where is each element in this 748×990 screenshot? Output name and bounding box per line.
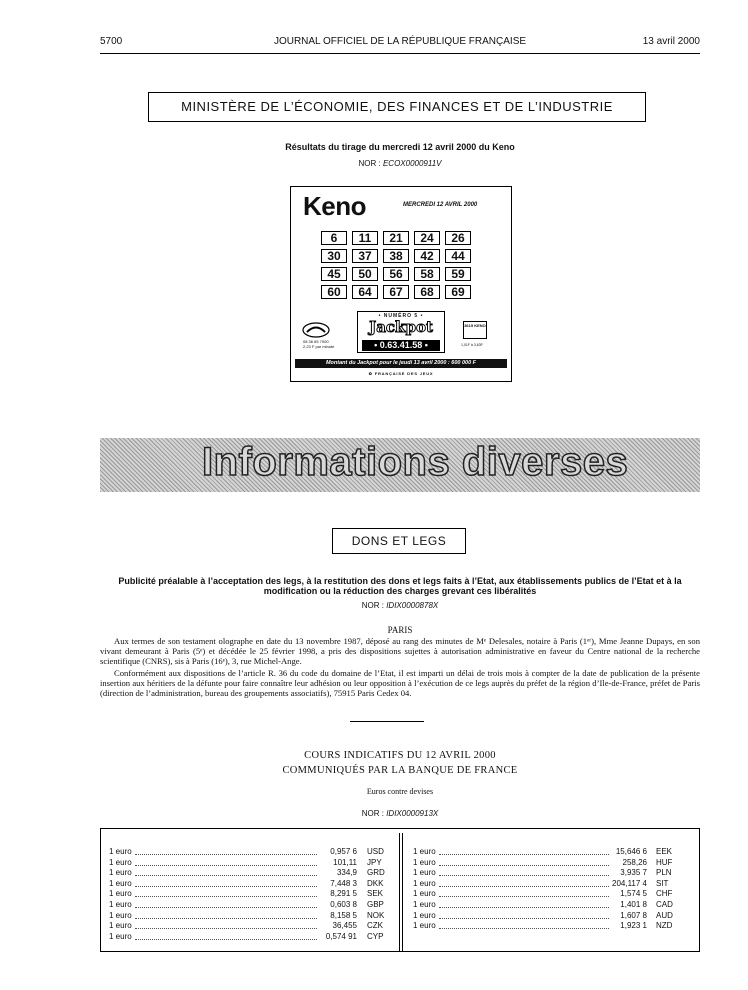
currency-code: CAD	[656, 899, 673, 909]
jackpot-number: • 0.63.41.58 •	[362, 340, 440, 351]
rate-label: 1 euro	[109, 868, 132, 878]
keno-number: 42	[414, 249, 440, 263]
rate-value: 258,26	[622, 857, 647, 867]
leader-dots	[135, 896, 317, 897]
leader-dots	[439, 896, 609, 897]
jackpot-box	[357, 311, 445, 353]
leader-dots	[135, 939, 317, 940]
currency-code: HUF	[656, 857, 673, 867]
rate-row	[413, 858, 695, 869]
phone-block	[299, 319, 335, 351]
leader-dots	[135, 907, 317, 908]
rate-label: 1 euro	[109, 899, 132, 909]
currency-code: AUD	[656, 910, 673, 920]
section-banner-title: Informations diverses	[202, 440, 629, 484]
nor-label: NOR :	[361, 601, 384, 610]
rate-label: 1 euro	[413, 857, 436, 867]
currency-code: SIT	[656, 878, 669, 888]
rate-row	[413, 900, 695, 911]
leader-dots	[439, 854, 609, 855]
journal-title: JOURNAL OFFICIEL DE LA RÉPUBLIQUE FRANÇAISE	[273, 36, 527, 47]
leader-dots	[135, 928, 317, 929]
rate-value: 1,401 8	[620, 899, 647, 909]
rate-row	[109, 921, 399, 932]
currency-code: NZD	[656, 921, 673, 931]
rate-value: 0,574 91	[325, 931, 357, 941]
keno-nor	[150, 159, 650, 168]
cours-title-line2: COMMUNIQUÉS PAR LA BANQUE DE FRANCE	[282, 765, 518, 776]
rate-label: 1 euro	[413, 878, 436, 888]
rate-value: 1,923 1	[620, 921, 647, 931]
leader-dots	[135, 918, 317, 919]
minitel-rate: 1,01F à 3,63F	[461, 343, 483, 347]
rate-row	[413, 921, 695, 932]
rate-label: 1 euro	[413, 847, 436, 856]
paragraph-dispositions: Conformément aux dispositions de l’article R. 36 du code du domaine de l’Etat, il est imparti un délai de trois mois à compter de la date de publication de la présente insertion aux héritiers de la défunte pour faire connaître leur adhésion ou leur opposition à l’exécution de ce legs auprès du préfet de la région d’Ile-de-France, préfet de Paris (direction de l’administration, bureau des groupements associatifs), 75915 Paris Cedex 04.	[100, 668, 700, 698]
currency-code: CYP	[367, 931, 384, 941]
paragraph-testament: Aux termes de son testament olographe en date du 13 novembre 1987, déposé au rang des minutes de Mᵉ Delesales, notaire à Paris (1ᵉʳ), Mme Jeanne Dupays, en son vivant demeurant à Paris (5ᵉ) et décédée le 25 février 1998, a pris des dispositions sujettes à autorisation administrative en faveur du Centre national de la recherche scientifique (CNRS), sis à Paris (16ᵉ), 3, rue Michel-Ange.	[100, 636, 700, 666]
keno-number: 21	[383, 231, 409, 245]
minitel-text: 3615 KENO	[464, 323, 486, 328]
dons-legs-heading: DONS ET LEGS	[332, 528, 466, 554]
page-header	[100, 36, 700, 52]
rate-label: 1 euro	[109, 847, 132, 856]
keno-number: 58	[414, 267, 440, 281]
rate-value: 36,455	[332, 921, 357, 931]
leader-dots	[135, 854, 317, 855]
rate-value: 334,9	[336, 868, 357, 878]
rate-label: 1 euro	[109, 857, 132, 867]
city-heading: PARIS	[387, 625, 413, 635]
keno-number: 56	[383, 267, 409, 281]
rate-value: 204,117 4	[612, 878, 647, 888]
currency-code: GBP	[367, 899, 384, 909]
rate-label: 1 euro	[109, 910, 132, 920]
keno-number: 26	[445, 231, 471, 245]
rate-value: 15,646 6	[615, 847, 647, 856]
ticket-date: MERCREDI 12 AVRIL 2000	[403, 202, 478, 208]
rate-value: 8,291 5	[330, 889, 357, 899]
rate-row	[413, 889, 695, 900]
separator-rule	[350, 721, 424, 722]
keno-number: 50	[352, 267, 378, 281]
fdj-brand: ✿ FRANÇAISE DES JEUX	[368, 371, 434, 376]
rate-row	[109, 868, 399, 879]
nor-code: ECOX0000911V	[382, 159, 442, 168]
keno-logo: Keno	[303, 191, 366, 221]
nor-code: IDIX0000878X	[386, 601, 439, 610]
page-number: 5700	[100, 36, 123, 47]
keno-number: 69	[445, 285, 471, 299]
keno-number: 24	[414, 231, 440, 245]
keno-number: 6	[321, 231, 347, 245]
keno-number: 68	[414, 285, 440, 299]
nor-label: NOR :	[361, 809, 384, 818]
jackpot-label: Jackpot	[369, 318, 433, 336]
leader-dots	[135, 886, 317, 887]
rate-value: 0,957 6	[330, 847, 357, 856]
rate-row	[109, 932, 399, 943]
rate-row	[413, 879, 695, 890]
currency-code: PLN	[656, 868, 672, 878]
phone-rate: 2,23 F par minute	[303, 344, 335, 349]
rate-value: 101,11	[333, 857, 357, 867]
phone-number: 08 36 65 7000	[303, 339, 329, 344]
rate-label: 1 euro	[109, 931, 132, 941]
currency-code: NOK	[367, 910, 385, 920]
dons-title: Publicité préalable à l’acceptation des legs, à la restitution des dons et legs faits à l’Etat, aux établissements publics de l’Etat et à la modification ou la réduction des charges grevant ces libéralités	[118, 576, 682, 596]
leader-dots	[439, 928, 609, 929]
rate-label: 1 euro	[413, 899, 436, 909]
minitel-block	[459, 319, 497, 351]
numero-label: • NUMÉRO 5 •	[378, 313, 424, 319]
rate-row	[109, 847, 399, 858]
leader-dots	[439, 865, 609, 866]
leader-dots	[135, 865, 317, 866]
leader-dots	[439, 907, 609, 908]
rate-value: 0,603 8	[330, 899, 357, 909]
currency-code: GRD	[367, 868, 385, 878]
rate-value: 7,448 3	[330, 878, 357, 888]
currency-code: USD	[367, 847, 384, 856]
keno-number: 60	[321, 285, 347, 299]
exchange-rates-table	[100, 828, 700, 952]
rate-row	[109, 879, 399, 890]
rate-label: 1 euro	[109, 878, 132, 888]
header-rule	[100, 53, 700, 54]
phone-icon	[301, 321, 331, 339]
keno-number: 44	[445, 249, 471, 263]
cours-nor	[150, 809, 650, 818]
rate-row	[413, 911, 695, 922]
keno-number: 38	[383, 249, 409, 263]
leader-dots	[439, 875, 609, 876]
rates-column-right	[413, 847, 695, 932]
leader-dots	[439, 886, 609, 887]
keno-number: 11	[352, 231, 378, 245]
minitel-icon	[463, 321, 487, 339]
currency-code: JPY	[367, 857, 382, 867]
rate-label: 1 euro	[109, 889, 132, 899]
rate-row	[413, 868, 695, 879]
keno-results-title: Résultats du tirage du mercredi 12 avril 2000 du Keno	[285, 142, 515, 152]
keno-number: 37	[352, 249, 378, 263]
rate-label: 1 euro	[413, 921, 436, 931]
rates-column-left	[109, 847, 399, 942]
currency-code: CZK	[367, 921, 383, 931]
rate-row	[413, 847, 695, 858]
rate-label: 1 euro	[109, 921, 132, 931]
currency-code: SEK	[367, 889, 384, 899]
keno-number: 59	[445, 267, 471, 281]
leader-dots	[439, 918, 609, 919]
ministry-heading: MINISTÈRE DE L’ÉCONOMIE, DES FINANCES ET DE L’INDUSTRIE	[148, 92, 646, 122]
rate-value: 8,158 5	[330, 910, 357, 920]
currency-code: DKK	[367, 878, 384, 888]
rate-row	[109, 858, 399, 869]
rate-value: 3,935 7	[620, 868, 647, 878]
dons-nor	[110, 601, 690, 610]
leader-dots	[135, 875, 317, 876]
rate-label: 1 euro	[413, 910, 436, 920]
column-divider	[399, 833, 403, 951]
cours-subtitle: Euros contre devises	[366, 787, 434, 796]
currency-code: CHF	[656, 889, 673, 899]
keno-ticket	[290, 186, 512, 382]
rate-label: 1 euro	[413, 868, 436, 878]
nor-code: IDIX0000913X	[386, 809, 439, 818]
brand-text: FRANÇAISE DES JEUX	[374, 371, 434, 376]
nor-label: NOR :	[358, 159, 381, 168]
keno-number: 45	[321, 267, 347, 281]
keno-number: 30	[321, 249, 347, 263]
rate-row	[109, 911, 399, 922]
rate-row	[109, 889, 399, 900]
jackpot-amount-band: Montant du Jackpot pour le jeudi 13 avril 2000 : 600 000 F	[295, 359, 507, 368]
rate-value: 1,574 5	[620, 889, 647, 899]
keno-number: 64	[352, 285, 378, 299]
rate-row	[109, 900, 399, 911]
currency-code: EEK	[656, 847, 673, 856]
issue-date: 13 avril 2000	[642, 36, 700, 47]
rate-value: 1,607 8	[620, 910, 647, 920]
keno-number: 67	[383, 285, 409, 299]
cours-title-line1: COURS INDICATIFS DU 12 AVRIL 2000	[304, 750, 496, 761]
section-banner	[100, 438, 700, 492]
rate-label: 1 euro	[413, 889, 436, 899]
